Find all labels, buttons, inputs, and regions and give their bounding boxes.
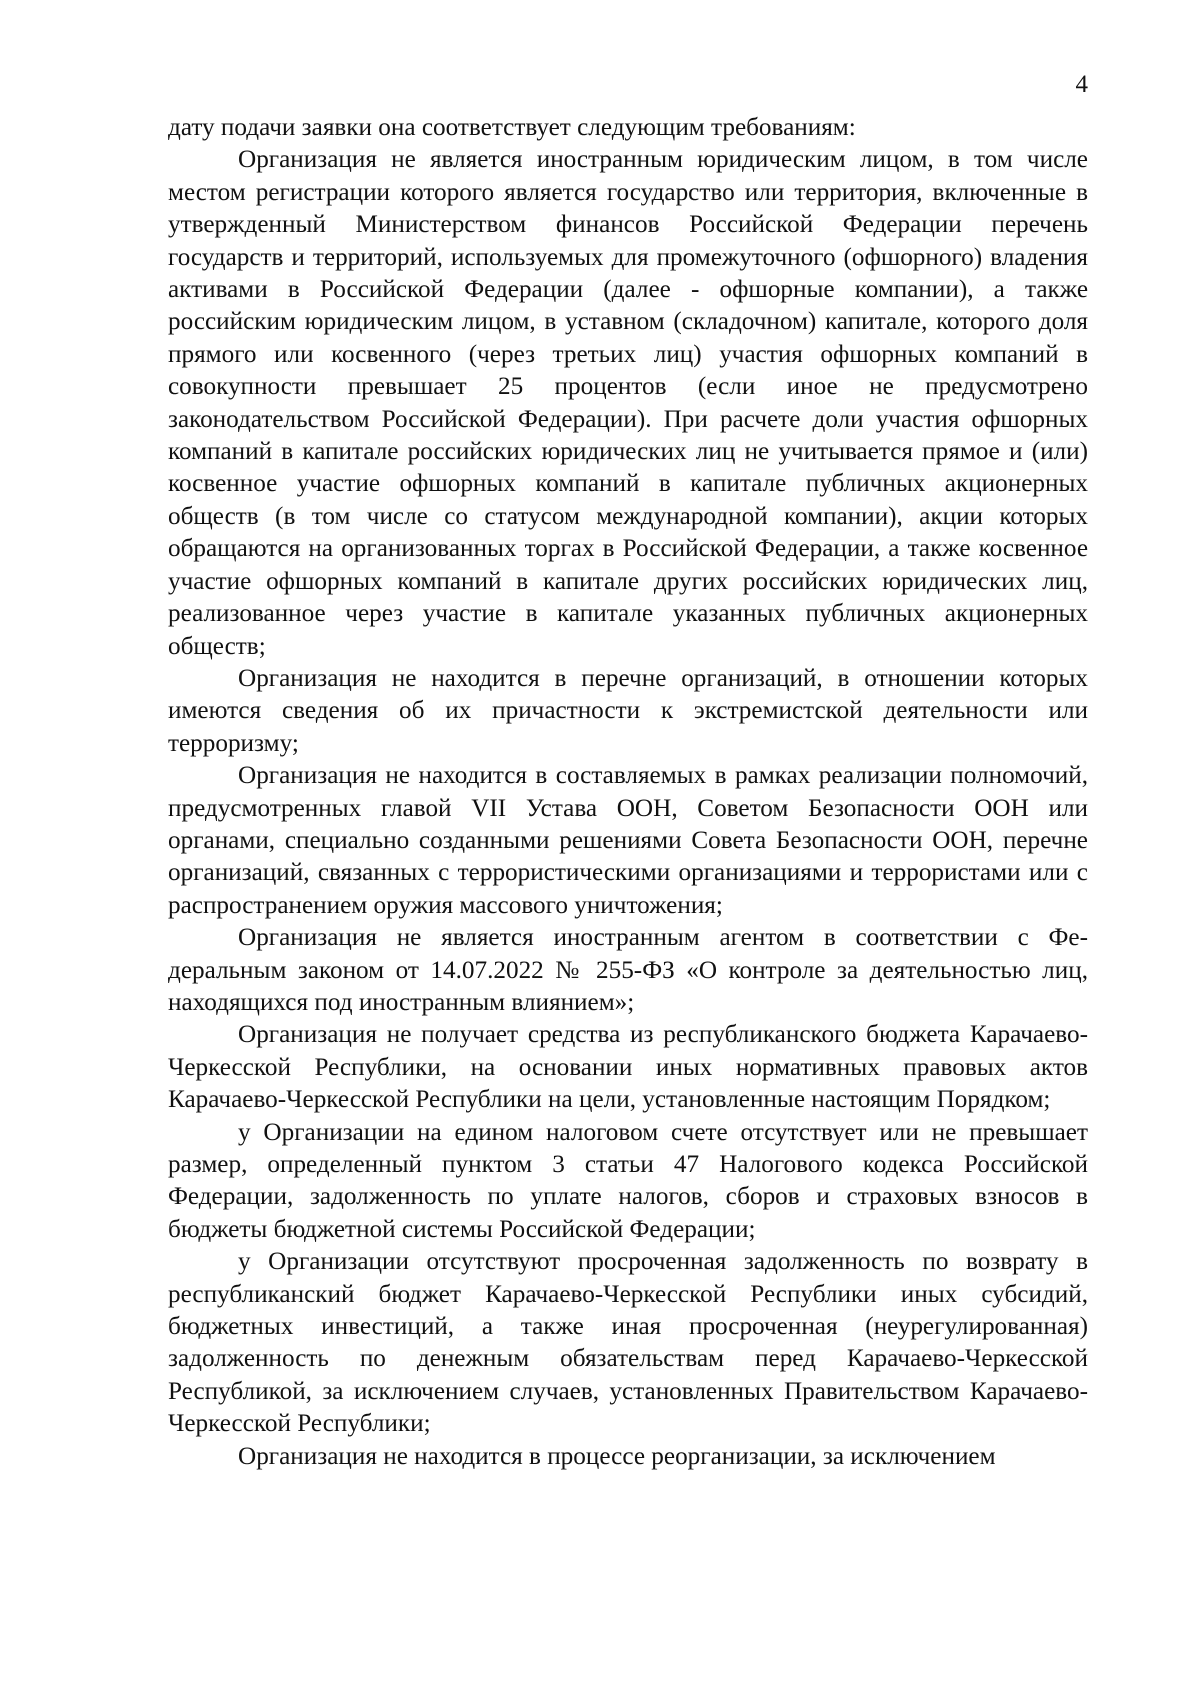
document-body xyxy=(168,112,1088,1473)
paragraph-overdue-debt-requirement: у Организации отсутствуют просроченная задолженность по возврату в республиканский бюджет Карачаево-Черкесской Республики иных субсидий, бюджетных инвестиций, а также иная просроченная (неурегулированная) задолженность по денежным обязательствам перед Карачаево-Черкесской Республикой, за исключением случаев, установленных Правительством Карачаево-Черкесской Республики; xyxy=(168,1248,1088,1438)
paragraph-foreign-agent-requirement: Организация не является иностранным агентом в соответствии с Федеральным законом от 14.07.2022 № 255-ФЗ «О контроле за деятельностью лиц, находящихся под иностранным влиянием»; xyxy=(168,924,1088,1016)
paragraph-continuation: дату подачи заявки она соответствует следующим требованиям: xyxy=(168,114,856,141)
paragraph-extremism-requirement: Организация не находится в перечне организаций, в отношении которых имеются сведения об их причастности к экстремистской деятельности или терроризму; xyxy=(168,664,1088,757)
page-number: 4 xyxy=(1075,71,1088,98)
paragraph-reorganization-requirement: Организация не находится в процессе реорганизации, за исключением xyxy=(238,1442,996,1470)
paragraph-budget-funds-requirement: Организация не получает средства из республиканского бюджета Карачаево-Черкесской Республики, на основании иных нормативных правовых актов Карачаево-Черкесской Республики на цели, установленные настоящим Порядком; xyxy=(168,1021,1088,1114)
paragraph-offshore-requirement: Организация не является иностранным юридическим лицом, в том числе местом регистрации которого является государство или территория, включенные в утвержденный Министерством финансов Российской Федерации перечень государств и территорий, используемых для промежуточного (офшорного) владения активами в Российской Федерации (далее - офшорные компании), а также российским юридическим лицом, в уставном (складочном) капитале, которого доля прямого или косвенного (через третьих лиц) участия офшорных компаний в совокупности превышает 25 процентов (если иное не предусмотрено законодательством Российской Федерации). При расчете доли участия офшорных компаний в капитале российских юридических лиц не учитывается прямое и (или) косвенное участие офшорных компаний в капитале публичных акционерных обществ (в том числе со статусом международной компании), акции которых обращаются на организованных торгах в Российской Федерации, а также косвенное участие офшорных компаний в капитале других российских юридических лиц, реализованное через участие в капитале указанных публичных акционерных обществ; xyxy=(168,146,1088,660)
paragraph-un-list-requirement: Организация не находится в составляемых в рамках реализации полномочий, предусмотренных главой VII Устава ООН, Советом Безопасности ООН или органами, специально созданными решениями Совета Безопасности ООН, перечне организаций, связанных с террористическими организациями и террористами или с распространением оружия массового уничтожения; xyxy=(168,762,1088,919)
paragraph-tax-debt-requirement: у Организации на едином налоговом счете отсутствует или не превышает размер, определенный пунктом 3 статьи 47 Налогового кодекса Российской Федерации, задолженность по уплате налогов, сборов и страховых взносов в бюджеты бюджетной системы Российской Федерации; xyxy=(168,1118,1088,1243)
